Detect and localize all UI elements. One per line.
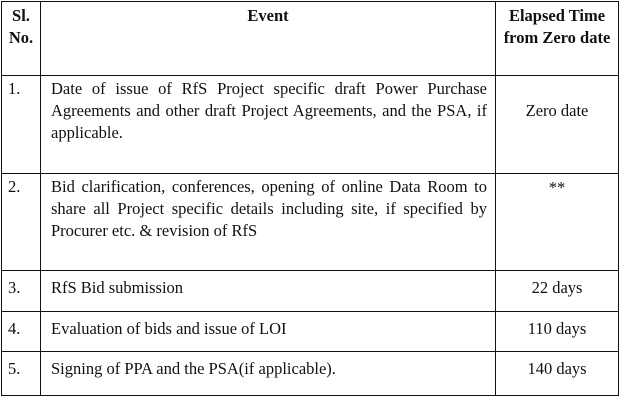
row-sl-no: 1. (2, 75, 41, 173)
header-sl-line1: Sl. (12, 6, 30, 25)
row-event: RfS Bid submission (41, 271, 496, 312)
table-row (2, 174, 619, 271)
row-event: Evaluation of bids and issue of LOI (41, 311, 496, 352)
row-elapsed-time: 22 days (496, 271, 619, 312)
header-sl-no (2, 2, 41, 76)
row-sl-no: 4. (2, 311, 41, 352)
row-event: Signing of PPA and the PSA(if applicable). (41, 352, 496, 396)
row-elapsed-time: ** (496, 174, 619, 271)
row-sl-no: 5. (2, 352, 41, 396)
row-event: Date of issue of RfS Project specific draft Power Purchase Agreements and other draft Project Agreements, and the PSA, if applicable. (41, 75, 496, 173)
header-sl-line2: No. (8, 28, 34, 47)
header-event-label: Event (247, 6, 289, 25)
header-elapsed-line1: Elapsed Time (508, 6, 606, 25)
row-sl-no: 3. (2, 271, 41, 312)
row-event: Bid clarification, conferences, opening of online Data Room to share all Project specific details including site, if specified by Procurer etc. & revision of RfS (41, 174, 496, 271)
row-sl-no: 2. (2, 174, 41, 271)
table-row (2, 352, 619, 396)
row-elapsed-time: 140 days (496, 352, 619, 396)
header-row (2, 2, 619, 76)
row-elapsed-time: 110 days (496, 311, 619, 352)
schedule-table (1, 1, 619, 396)
row-elapsed-time: Zero date (496, 75, 619, 173)
table-row (2, 311, 619, 352)
header-event (41, 2, 496, 76)
header-elapsed-time (496, 2, 619, 76)
header-elapsed-line2: from Zero date (503, 28, 611, 47)
table-row (2, 271, 619, 312)
table-row (2, 75, 619, 173)
